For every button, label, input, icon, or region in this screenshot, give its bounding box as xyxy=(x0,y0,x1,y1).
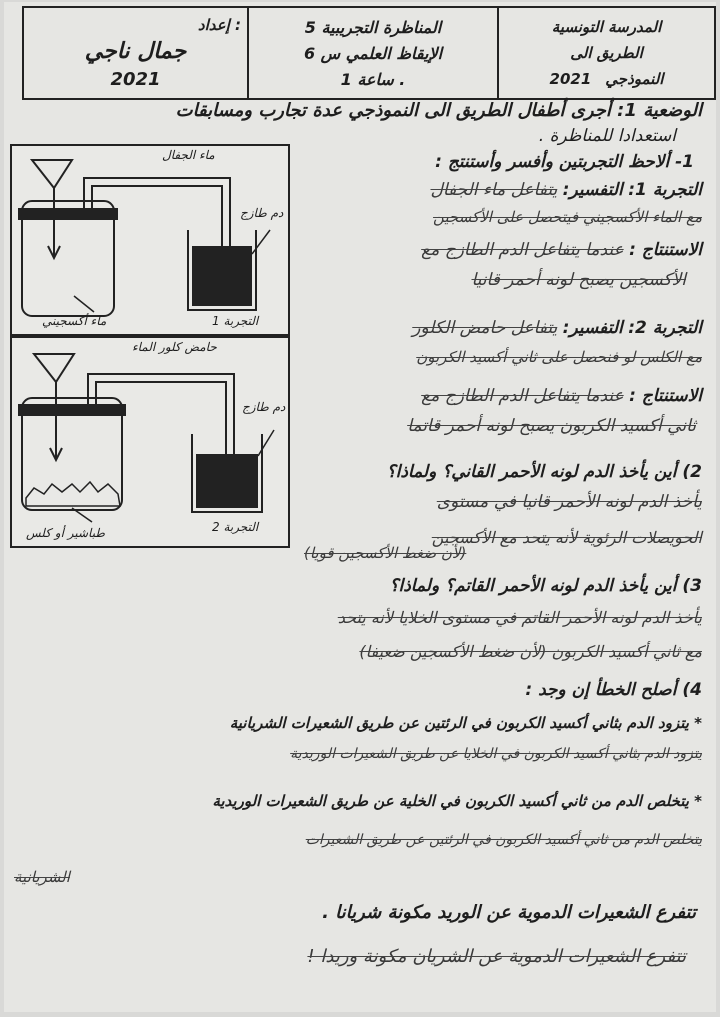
experiment-1-drawing xyxy=(12,146,288,334)
exp1-interp: يتفاعل ماء الجفال xyxy=(430,180,558,200)
q2-prompt: 2) أين يأخذ الدم لونه الأحمر القاني؟ ولماذا؟ xyxy=(386,462,702,482)
exp2-interp: يتفاعل حامض الكلور xyxy=(412,318,558,338)
fig1-name: التجربة 1 xyxy=(212,314,259,328)
exp2-label: التجربة 2: xyxy=(628,318,702,338)
school-line-3: النموذجي xyxy=(605,70,664,88)
exp1-concl-line xyxy=(421,240,702,260)
exp2-concl-label: الاستنتاج : xyxy=(629,386,702,406)
exam-page xyxy=(4,2,716,1012)
fig2-top-label: حامض كلور الماء xyxy=(132,340,217,354)
school-cell xyxy=(499,8,714,98)
exp2-concl-line xyxy=(421,386,702,406)
exp2-interp-2: مع الكلس لو فنحصل على ثاني أكسيد الكربون xyxy=(416,348,702,366)
fig2-name: التجربة 2 xyxy=(212,520,259,534)
teacher-label: إعداد : xyxy=(197,16,241,35)
situation-line-2: استعدادا للمناظرة . xyxy=(538,126,676,146)
subject-level: الإيقاظ العلمي س 6 xyxy=(303,43,443,63)
q4-fix-2-tail: الشريانية xyxy=(14,868,70,886)
subject-title: المناظرة التجريبية 5 xyxy=(304,17,442,37)
q3-answer-1: يأخذ الدم لونه الأحمر القاتم في مستوى الخلايا لأنه يتحد xyxy=(337,608,702,627)
exp2-interp-label: التفسير: xyxy=(562,318,623,338)
q1-prompt: 1- ألاحظ التجربتين وأفسر وأستنتج : xyxy=(435,152,694,172)
experiment-2-figure xyxy=(10,336,290,548)
q4-fix-1: يتزود الدم بثاني أكسيد الكربون في الخلايا عن طريق الشعيرات الوريدية xyxy=(290,746,702,762)
q4-prompt: 4) أصلح الخطأ إن وجد : xyxy=(525,680,702,700)
q3-answer-2: مع ثاني أكسيد الكربون (لأن ضغط الأكسجين ضعيفا) xyxy=(359,642,702,661)
subject-cell xyxy=(249,8,499,98)
q4-fix-2: يتخلص الدم من ثاني أكسيد الكربون في الرئتين عن طريق الشعيرات xyxy=(305,832,702,848)
exam-header xyxy=(22,6,716,100)
exp1-concl: عندما يتفاعل الدم الطازج مع xyxy=(421,240,624,260)
fig1-bottle-label: ماء أكسجيني xyxy=(42,314,107,328)
exp1-concl-label: الاستنتاج : xyxy=(629,240,702,260)
teacher-name: جمال ناجي xyxy=(84,38,187,64)
teacher-cell xyxy=(24,8,249,98)
experiment-1-figure xyxy=(10,144,290,336)
q2-answer-2: الحويصلات الرئوية لأنه يتحد مع الأكسجين xyxy=(431,528,702,547)
situation-line-1: الوضعية 1: أجرى أطفال الطريق الى النموذجي عدة تجارب ومسابقات xyxy=(175,100,702,121)
exp1-concl-2: الأكسجين يصبح لونه أحمر قانيا xyxy=(471,270,686,290)
header-year: 2021 xyxy=(110,68,161,90)
fig2-blood-label: دم طازج xyxy=(242,400,286,414)
q2-answer-3: (لأن ضغط الأكسجين قويا) xyxy=(304,544,467,562)
exp1-interp-label: التفسير: xyxy=(562,180,623,200)
exp2-line xyxy=(412,318,702,338)
q2-answer-1: يأخذ الدم لونه الأحمر قانيا في مستوى xyxy=(436,492,702,512)
school-line-2: الطريق الى xyxy=(570,44,643,62)
q3-prompt: 3) أين يأخذ الدم لونه الأحمر القاتم؟ ولماذا؟ xyxy=(389,576,702,596)
school-line-1: المدرسة التونسية xyxy=(551,18,662,36)
school-year: 2021 xyxy=(549,70,592,88)
q4-fix-3: تتفرع الشعيرات الدموية عن الشريان مكونة وريدا ! xyxy=(307,946,686,967)
exp1-line xyxy=(431,180,703,200)
fig1-top-label: ماء الجفال xyxy=(162,148,215,162)
exp1-interp-2: مع الماء الأكسجيني فيتحصل على الأكسجين xyxy=(433,208,702,226)
fig1-blood-label: دم طازج xyxy=(240,206,284,220)
exp1-label: التجربة 1: xyxy=(628,180,702,200)
q4-statement-1: * يتزود الدم بثاني أكسيد الكربون في الرئتين عن طريق الشعيرات الشريانية xyxy=(229,714,702,732)
exp2-concl-2: ثاني أكسيد الكربون يصبح لونه أحمر قاتما xyxy=(407,416,696,436)
experiment-2-drawing xyxy=(12,338,288,546)
q4-statement-2: * يتخلص الدم من ثاني أكسيد الكربون في الخلية عن طريق الشعيرات الوريدية xyxy=(212,792,702,810)
exp2-concl: عندما يتفاعل الدم الطازج مع xyxy=(421,386,624,406)
fig2-bottle-label: طباشير أو كلس xyxy=(26,526,105,540)
q4-statement-3: تتفرع الشعيرات الدموية عن الوريد مكونة شريانا . xyxy=(322,902,696,923)
exam-duration: 1 ساعة . xyxy=(340,69,406,89)
